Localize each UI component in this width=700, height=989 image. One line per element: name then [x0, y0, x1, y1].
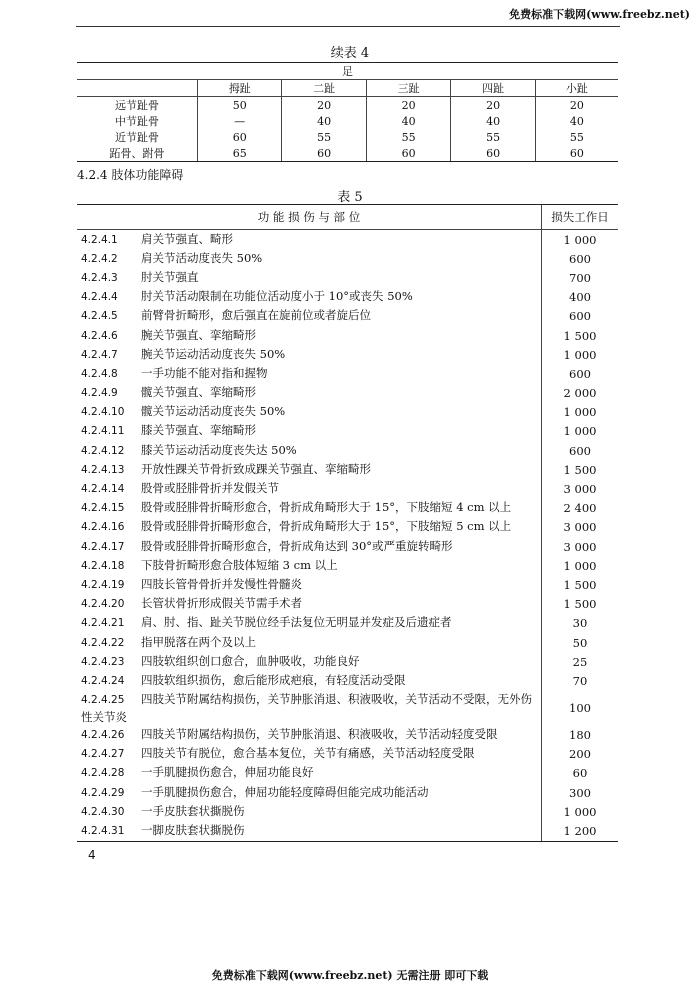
- table5-item-text: 膝关节运动活动度丧失达 50%: [141, 442, 297, 457]
- table5-item-code: 4.2.4.16: [81, 521, 125, 534]
- table5-days-cell: 300: [542, 783, 619, 802]
- table5-item-text: 下肢骨折畸形愈合肢体短缩 3 cm 以上: [141, 557, 338, 572]
- table5-days-cell: 2 400: [542, 499, 619, 518]
- table5-row: [77, 441, 618, 460]
- table4: [77, 62, 618, 162]
- table5-row: [77, 802, 618, 821]
- table5-item-cell: [77, 652, 542, 671]
- table5-days-cell: 600: [542, 307, 619, 326]
- table4-cell: 20: [535, 97, 618, 114]
- table5-item-cell: [77, 691, 542, 726]
- table5-item-cell: [77, 671, 542, 690]
- table5-item-code: 4.2.4.17: [81, 540, 125, 553]
- table4-row: [77, 97, 618, 114]
- table5-row: [77, 345, 618, 364]
- table5-item-cell: [77, 556, 542, 575]
- table5-item-cell: [77, 460, 542, 479]
- table5-row: [77, 821, 618, 841]
- table5-row: [77, 479, 618, 498]
- table4-cell: 40: [366, 113, 450, 129]
- table5-item-code: 4.2.4.15: [81, 502, 125, 515]
- table5-row: [77, 726, 618, 745]
- table5-item-cell: [77, 422, 542, 441]
- table5-item-cell: [77, 575, 542, 594]
- table4-cell: 55: [282, 129, 366, 145]
- table5-item-cell: [77, 307, 542, 326]
- table5-item-text: 腕关节运动活动度丧失 50%: [141, 346, 286, 361]
- table4-cell: 60: [451, 145, 535, 162]
- table5-item-cell: [77, 595, 542, 614]
- table4-cell: 60: [366, 145, 450, 162]
- table4-row: [77, 129, 618, 145]
- table5-days-cell: 1 000: [542, 230, 619, 250]
- table5-item-cell: [77, 499, 542, 518]
- table5-item-text: 膝关节强直、挛缩畸形: [141, 423, 256, 438]
- table5-row: [77, 652, 618, 671]
- table5-item-text: 股骨或胫腓骨折并发假关节: [141, 481, 279, 496]
- table5-row: [77, 745, 618, 764]
- table5-item-code: 4.2.4.26: [81, 729, 125, 742]
- table4-cell: 20: [451, 97, 535, 114]
- table5-item-text: 髋关节强直、挛缩畸形: [141, 385, 256, 400]
- table5-item-code: 4.2.4.7: [81, 348, 118, 361]
- table5-item-text: 肘关节活动限制在功能位活动度小于 10°或丧失 50%: [141, 289, 413, 304]
- table5-item-cell: [77, 288, 542, 307]
- table4-cell: 20: [282, 97, 366, 114]
- table5-row: [77, 403, 618, 422]
- table5-item-code: 4.2.4.22: [81, 636, 125, 649]
- table5-item-cell: [77, 802, 542, 821]
- table4-title: 续表 4: [330, 46, 370, 61]
- table5-item-text: 一手肌腱损伤愈合，伸屈功能轻度障碍但能完成功能活动: [141, 784, 429, 799]
- table5-item-code: 4.2.4.9: [81, 387, 118, 400]
- table5-item-cell: [77, 345, 542, 364]
- table5-row: [77, 268, 618, 287]
- table5-days-cell: 1 000: [542, 802, 619, 821]
- table5-item-cell: [77, 479, 542, 498]
- table5-row: [77, 633, 618, 652]
- table5-days-cell: 1 000: [542, 422, 619, 441]
- table5-item-text: 一手肌腱损伤愈合，伸屈功能良好: [141, 765, 314, 780]
- table5-days-cell: 2 000: [542, 384, 619, 403]
- table5-item-text: 一手皮肤套状撕脱伤: [141, 803, 245, 818]
- table5-item-code: 4.2.4.18: [81, 559, 125, 572]
- table5-item-cell: [77, 537, 542, 556]
- table5-days-cell: 600: [542, 249, 619, 268]
- header-rule: [76, 26, 620, 27]
- table5-item-cell: [77, 783, 542, 802]
- table5-days-cell: 200: [542, 745, 619, 764]
- table5-item-code: 4.2.4.13: [81, 463, 125, 476]
- table4-cell: 60: [535, 145, 618, 162]
- table5-item-cell: [77, 745, 542, 764]
- table4-cell: 65: [198, 145, 282, 162]
- table4-row-label: 远节趾骨: [115, 99, 159, 112]
- table4-cell: 40: [535, 113, 618, 129]
- table5-item-cell: [77, 614, 542, 633]
- table5-item-text: 前臂骨折畸形，愈后强直在旋前位或者旋后位: [141, 308, 371, 323]
- table4-cell: 50: [198, 97, 282, 114]
- section-heading: 4.2.4 肢体功能障碍: [77, 168, 184, 182]
- table5-item-cell: [77, 384, 542, 403]
- table5-body: [77, 230, 618, 842]
- table5-item-text: 四肢关节附属结构损伤，关节肿胀消退、积液吸收，关节活动轻度受限: [141, 727, 498, 742]
- table4-cell: 55: [366, 129, 450, 145]
- table5-item-text: 长管状骨折形成假关节需手术者: [141, 596, 302, 611]
- table4-col-header: 四趾: [451, 80, 535, 97]
- table4-col-header: 二趾: [282, 80, 366, 97]
- table5-row: [77, 556, 618, 575]
- table5-item-code: 4.2.4.19: [81, 578, 125, 591]
- table5-item-text: 四肢关节附属结构损伤，关节肿胀消退、积液吸收，关节活动不受限，无外伤性关节炎: [81, 691, 532, 724]
- table5-item-cell: [77, 403, 542, 422]
- table4-group-header: 足: [77, 63, 618, 80]
- site-watermark-header: 免费标准下载网(www.freebz.net): [509, 8, 690, 21]
- table4-cell: 60: [282, 145, 366, 162]
- table5-item-text: 四肢长管骨骨折并发慢性骨髓炎: [141, 576, 302, 591]
- table5-item-code: 4.2.4.29: [81, 786, 125, 799]
- table5-days-cell: 600: [542, 441, 619, 460]
- table5-item-code: 4.2.4.27: [81, 748, 125, 761]
- table5-days-cell: 3 000: [542, 537, 619, 556]
- table5-row: [77, 499, 618, 518]
- table5-days-cell: 70: [542, 671, 619, 690]
- table5-days-cell: 1 500: [542, 595, 619, 614]
- site-watermark-footer: 免费标准下载网(www.freebz.net) 无需注册 即可下载: [211, 969, 489, 982]
- table5-item-text: 肩、肘、指、趾关节脱位经手法复位无明显并发症及后遗症者: [141, 615, 452, 630]
- table5-row: [77, 691, 618, 726]
- table5-item-text: 髋关节运动活动度丧失 50%: [141, 404, 286, 419]
- table4-corner-cell: [77, 80, 198, 97]
- table5-item-text: 一脚皮肤套状撕脱伤: [141, 823, 245, 838]
- table5-item-code: 4.2.4.6: [81, 329, 118, 342]
- table5-item-text: 四肢关节有脱位，愈合基本复位，关节有痛感，关节活动轻度受限: [141, 746, 475, 761]
- table4-row: [77, 113, 618, 129]
- table5-row: [77, 614, 618, 633]
- table4-col-header: 拇趾: [198, 80, 282, 97]
- table5-row: [77, 307, 618, 326]
- table5-item-text: 指甲脱落在两个及以上: [141, 634, 256, 649]
- table5-item-code: 4.2.4.31: [81, 825, 125, 838]
- table5-item-code: 4.2.4.5: [81, 310, 118, 323]
- table5-item-cell: [77, 364, 542, 383]
- table4-cell: 55: [535, 129, 618, 145]
- table5-item-text: 肩关节强直、畸形: [141, 231, 233, 246]
- table5-row: [77, 518, 618, 537]
- table5-row: [77, 537, 618, 556]
- table5-item-text: 肘关节强直: [141, 269, 199, 284]
- table5-days-cell: 3 000: [542, 479, 619, 498]
- table4-cell: 60: [198, 129, 282, 145]
- table5-item-cell: [77, 230, 542, 250]
- table5-days-cell: 1 000: [542, 345, 619, 364]
- table4-row-label: 中节趾骨: [115, 115, 159, 128]
- table5-item-code: 4.2.4.21: [81, 617, 125, 630]
- table5-item-code: 4.2.4.28: [81, 767, 125, 780]
- table5-item-cell: [77, 726, 542, 745]
- table5-item-code: 4.2.4.25: [81, 693, 125, 706]
- table5-item-code: 4.2.4.20: [81, 598, 125, 611]
- table5-item-cell: [77, 821, 542, 841]
- table5-item-cell: [77, 633, 542, 652]
- table5-days-cell: 1 000: [542, 556, 619, 575]
- table5-item-code: 4.2.4.30: [81, 805, 125, 818]
- table5-item-text: 股骨或胫腓骨折畸形愈合，骨折成角达到 30°或严重旋转畸形: [141, 538, 453, 553]
- table5-row: [77, 249, 618, 268]
- table5-item-text: 四肢软组织创口愈合，血肿吸收，功能良好: [141, 653, 360, 668]
- table4-cell: 40: [451, 113, 535, 129]
- table5-item-code: 4.2.4.24: [81, 674, 125, 687]
- table5-row: [77, 671, 618, 690]
- table5-days-cell: 25: [542, 652, 619, 671]
- table5-item-text: 一手功能不能对指和握物: [141, 365, 268, 380]
- table5-item-code: 4.2.4.1: [81, 233, 118, 246]
- table5-item-code: 4.2.4.23: [81, 655, 125, 668]
- table5-row: [77, 595, 618, 614]
- table5-item-code: 4.2.4.8: [81, 367, 118, 380]
- table4-col-header: 小趾: [535, 80, 618, 97]
- table5-item-cell: [77, 249, 542, 268]
- table4-row: [77, 145, 618, 162]
- table5-title: 表 5: [337, 190, 363, 205]
- table5-item-cell: [77, 326, 542, 345]
- table5-days-cell: 30: [542, 614, 619, 633]
- table5-row: [77, 230, 618, 250]
- page-number: 4: [88, 848, 96, 862]
- table5-days-cell: 700: [542, 268, 619, 287]
- table5-days-cell: 180: [542, 726, 619, 745]
- table5-item-text: 腕关节强直、挛缩畸形: [141, 327, 256, 342]
- table5-row: [77, 783, 618, 802]
- table4-cell: 55: [451, 129, 535, 145]
- table5-item-code: 4.2.4.2: [81, 252, 118, 265]
- table5-item-code: 4.2.4.14: [81, 483, 125, 496]
- table5-col-header-days: 损失工作日: [542, 205, 619, 230]
- table5-item-cell: [77, 764, 542, 783]
- table5-item-code: 4.2.4.4: [81, 291, 118, 304]
- table4-cell: 20: [366, 97, 450, 114]
- table5-row: [77, 288, 618, 307]
- table5-days-cell: 1 200: [542, 821, 619, 841]
- table5-row: [77, 422, 618, 441]
- table5-row: [77, 326, 618, 345]
- table4-row-label: 近节趾骨: [115, 131, 159, 144]
- table5-row: [77, 364, 618, 383]
- table5-days-cell: 1 000: [542, 403, 619, 422]
- table5-days-cell: 60: [542, 764, 619, 783]
- table4-row-label: 跖骨、跗骨: [77, 145, 198, 162]
- table5-item-code: 4.2.4.10: [81, 406, 125, 419]
- table5-item-text: 股骨或胫腓骨折畸形愈合，骨折成角畸形大于 15°，下肢缩短 4 cm 以上: [141, 500, 512, 515]
- table5-item-code: 4.2.4.11: [81, 425, 125, 438]
- table4-col-header: 三趾: [366, 80, 450, 97]
- table5-days-cell: 1 500: [542, 326, 619, 345]
- table4-cell: 40: [282, 113, 366, 129]
- table5-days-cell: 1 500: [542, 460, 619, 479]
- table5-item-cell: [77, 518, 542, 537]
- table5-row: [77, 764, 618, 783]
- table5-item-code: 4.2.4.12: [81, 444, 125, 457]
- table5-row: [77, 460, 618, 479]
- table5-item-text: 股骨或胫腓骨折畸形愈合，骨折成角畸形大于 15°，下肢缩短 5 cm 以上: [141, 519, 512, 534]
- table5-item-code: 4.2.4.3: [81, 271, 118, 284]
- table5-item-text: 肩关节活动度丧失 50%: [141, 250, 263, 265]
- table5-item-cell: [77, 268, 542, 287]
- table5: [77, 204, 618, 842]
- table5-days-cell: 3 000: [542, 518, 619, 537]
- table5-item-cell: [77, 441, 542, 460]
- table4-cell: —: [198, 113, 282, 129]
- table5-days-cell: 100: [542, 691, 619, 726]
- table5-item-text: 开放性踝关节骨折致成踝关节强直、挛缩畸形: [141, 461, 371, 476]
- table5-days-cell: 400: [542, 288, 619, 307]
- table5-row: [77, 575, 618, 594]
- table5-days-cell: 600: [542, 364, 619, 383]
- table5-col-header-function: 功 能 损 伤 与 部 位: [77, 205, 542, 230]
- table5-days-cell: 50: [542, 633, 619, 652]
- table5-row: [77, 384, 618, 403]
- table5-item-text: 四肢软组织损伤，愈后能形成疤痕，有轻度活动受限: [141, 672, 406, 687]
- table5-days-cell: 1 500: [542, 575, 619, 594]
